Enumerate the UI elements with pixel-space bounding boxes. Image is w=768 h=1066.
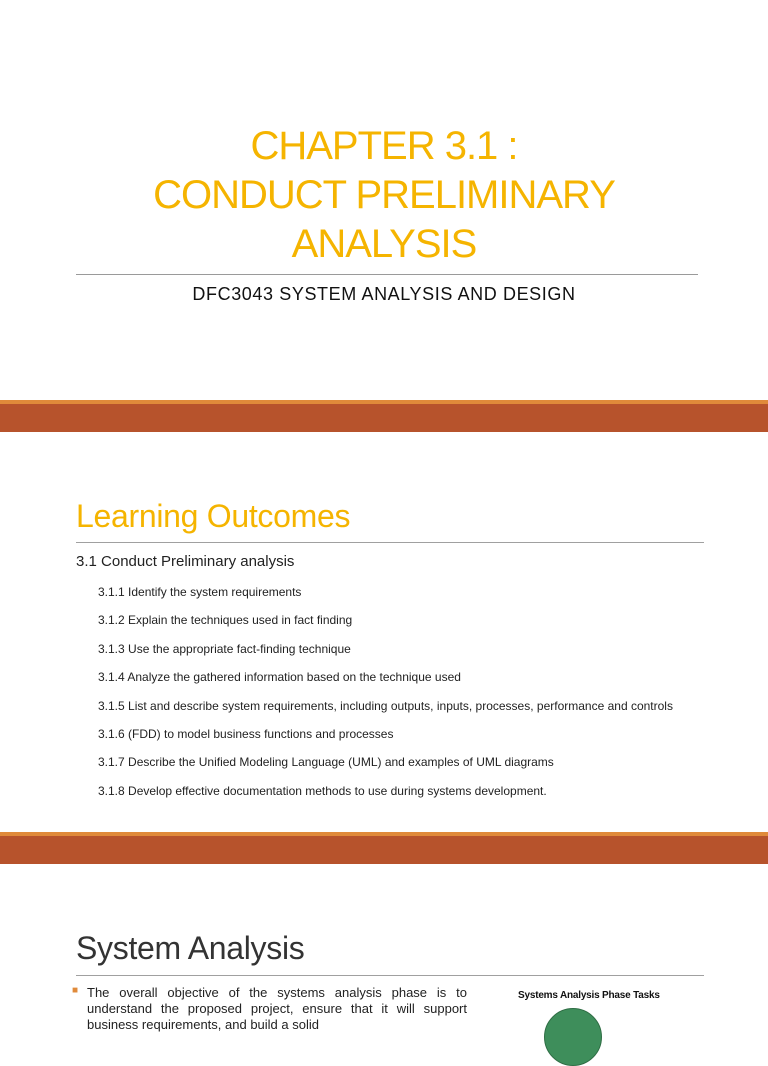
learning-outcomes-heading: 3.1 Conduct Preliminary analysis — [76, 553, 295, 570]
learning-outcomes-list — [98, 585, 673, 812]
phase-tasks-figure-title: Systems Analysis Phase Tasks — [518, 990, 660, 1001]
list-item: 3.1.5 List and describe system requirements, including outputs, inputs, processes, performance and controls — [98, 698, 673, 713]
learning-outcomes-title: Learning Outcomes — [76, 498, 351, 534]
list-item: 3.1.1 Identify the system requirements — [98, 585, 302, 599]
system-analysis-bullet-text: The overall objective of the systems analysis phase is to understand the proposed project, ensure that it will support business requirements, and build a solid — [87, 985, 467, 1032]
list-item: 3.1.7 Describe the Unified Modeling Language (UML) and examples of UML diagrams — [98, 755, 554, 770]
chapter-title-line-1: CHAPTER 3.1 : — [250, 124, 518, 168]
list-item: 3.1.8 Develop effective documentation methods to use during systems development. — [98, 783, 547, 798]
course-subtitle: DFC3043 SYSTEM ANALYSIS AND DESIGN — [192, 284, 576, 304]
title-slide — [0, 0, 768, 400]
phase-tasks-figure — [500, 982, 704, 1024]
chapter-title-line-3: ANALYSIS — [291, 222, 477, 266]
slide-separator — [0, 836, 768, 864]
list-item: 3.1.3 Use the appropriate fact-finding technique — [98, 641, 351, 656]
list-item: 3.1.6 (FDD) to model business functions and processes — [98, 726, 394, 741]
list-item: 3.1.2 Explain the techniques used in fact finding — [98, 613, 353, 628]
square-bullet-icon: ■ — [72, 985, 79, 996]
phase-task-circle — [544, 1008, 602, 1066]
system-analysis-title: System Analysis — [76, 930, 305, 966]
system-analysis-divider — [76, 975, 704, 976]
title-divider — [76, 274, 698, 275]
list-item: 3.1.4 Analyze the gathered information based on the technique used — [98, 670, 461, 685]
chapter-title — [0, 122, 768, 269]
learning-outcomes-divider — [76, 542, 704, 543]
chapter-title-line-2: CONDUCT PRELIMINARY — [153, 173, 615, 217]
slide-separator — [0, 404, 768, 432]
